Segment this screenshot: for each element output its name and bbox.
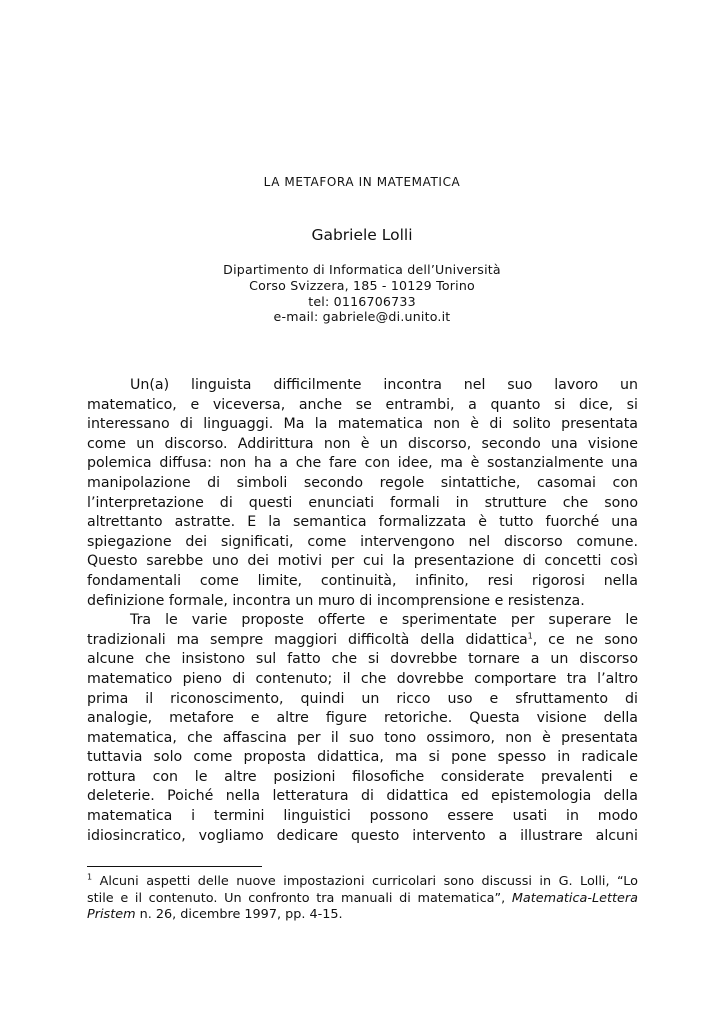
author-affiliation xyxy=(0,262,724,325)
body-text xyxy=(87,376,638,846)
text-line: Tra le varie proposte offerte e sperimentate per superare le xyxy=(130,612,638,629)
text-line: altrettanto astratte. E la semantica formalizzata è tutto fuorché una xyxy=(87,514,638,531)
affiliation-phone: tel: 0116706733 xyxy=(308,293,416,309)
author-name: Gabriele Lolli xyxy=(311,226,413,244)
paragraph-2 xyxy=(87,611,638,846)
text-line: analogie, metafore e altre figure retoriche. Questa visione della xyxy=(87,710,638,727)
text-line: prima il riconoscimento, quindi un ricco uso e sfruttamento di xyxy=(87,690,638,707)
footnote-line xyxy=(87,891,638,908)
text-line: matematica, che affascina per il suo tono ossimoro, non è presentata xyxy=(87,729,638,746)
text-line: alcune che insistono sul fatto che si dovrebbe tornare a un discorso xyxy=(87,651,638,668)
text-line: idiosincratico, vogliamo dedicare questo intervento a illustrare alcuni xyxy=(87,827,638,844)
footnote-divider xyxy=(87,866,262,867)
affiliation-address: Corso Svizzera, 185 - 10129 Torino xyxy=(249,277,475,293)
text-line: Un(a) linguista difficilmente incontra nel suo lavoro un xyxy=(130,377,638,393)
footnote-line xyxy=(87,907,638,924)
footnote-line xyxy=(87,874,638,891)
text-line: deleterie. Poiché nella letteratura di didattica ed epistemologia della xyxy=(87,788,638,805)
text-line: manipolazione di simboli secondo regole sintattiche, casomai con xyxy=(87,474,638,491)
text-line: Questo sarebbe uno dei motivi per cui la presentazione di concetti così xyxy=(87,553,638,570)
document-title: LA METAFORA IN MATEMATICA xyxy=(263,175,461,189)
text-line: l’interpretazione di questi enunciati formali in strutture che sono xyxy=(87,494,638,511)
journal-title: Matematica-Lettera xyxy=(511,890,638,906)
text-line: fondamentali come limite, continuità, infinito, resi rigorosi nella xyxy=(87,572,638,589)
text-line: rottura con le altre posizioni filosofiche considerate prevalenti e xyxy=(87,768,638,785)
text-line xyxy=(87,631,638,651)
paragraph-1 xyxy=(87,376,638,611)
text-line: spiegazione dei significati, come intervengono nel discorso comune. xyxy=(87,533,638,550)
footnote xyxy=(87,874,638,924)
text-line: come un discorso. Addirittura non è un discorso, secondo una visione xyxy=(87,435,638,452)
text-segment: Alcuni aspetti delle nuove impostazioni curricolari sono discussi in G. Lolli, “Lo xyxy=(92,874,638,889)
text-line: tuttavia solo come proposta didattica, ma si pone spesso in radicale xyxy=(87,749,638,766)
footnote-marker: 1 xyxy=(87,872,93,882)
affiliation-email: e-mail: gabriele@di.unito.it xyxy=(273,309,451,325)
text-segment: n. 26, dicembre 1997, pp. 4-15. xyxy=(135,907,343,922)
text-segment: stile e il contenuto. Un confronto tra manuali di matematica”, xyxy=(87,890,512,906)
text-line: polemica diffusa: non ha a che fare con idee, ma è sostanzialmente una xyxy=(87,455,638,472)
text-segment: , ce ne sono xyxy=(532,631,638,648)
text-line: interessano di linguaggi. Ma la matematica non è di solito presentata xyxy=(87,416,638,433)
text-line: definizione formale, incontra un muro di incomprensione e resistenza. xyxy=(87,592,585,609)
text-line: matematica i termini linguistici possono essere usati in modo xyxy=(87,808,638,825)
journal-title: Pristem xyxy=(87,907,136,922)
text-segment: tradizionali ma sempre maggiori difficoltà della didattica xyxy=(87,631,528,648)
text-line: matematico pieno di contenuto; il che dovrebbe comportare tra l’altro xyxy=(87,670,638,687)
affiliation-department: Dipartimento di Informatica dell’Università xyxy=(223,262,501,277)
text-line: matematico, e viceversa, anche se entrambi, a quanto si dice, si xyxy=(87,396,638,413)
footnote-reference[interactable]: 1 xyxy=(527,630,533,640)
